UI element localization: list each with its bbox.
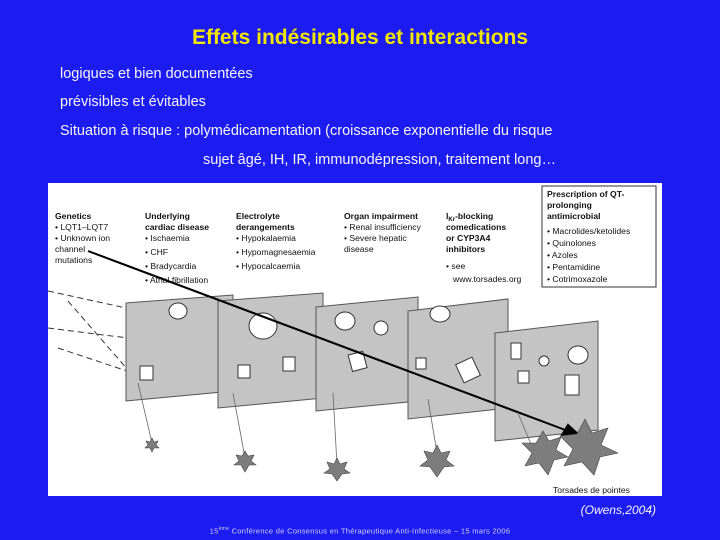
diagram-svg <box>48 183 662 496</box>
ikr-heading-1: $I_{Kr}$-blocking <box>446 211 494 223</box>
genetics-item-4: mutations <box>55 255 93 265</box>
electrolyte-item-2: • Hypomagnesaemia <box>236 247 316 257</box>
cardiac-item-2: • CHF <box>145 247 169 257</box>
qt-item-3: • Azoles <box>547 250 578 260</box>
ikr-heading-3: or CYP3A4 <box>446 233 491 243</box>
qt-item-4: • Pentamidine <box>547 262 601 272</box>
slide-title: Effets indésirables et interactions <box>191 26 529 49</box>
footer: 15ème Conférence de Consensus en Thérapeutique Anti-Infectieuse – 15 mars 2006 <box>209 526 511 536</box>
ikr-heading-4: inhibitors <box>446 244 486 254</box>
organ-item-2: • Severe hepatic <box>344 233 407 243</box>
electrolyte-heading-2: derangements <box>236 222 295 232</box>
cardiac-heading-1: Underlying <box>145 211 190 221</box>
bullet-line-1: logiques et bien documentées <box>60 66 253 82</box>
cardiac-item-3: • Bradycardia <box>145 261 197 271</box>
genetics-item-2: • Unknown ion <box>55 233 111 243</box>
qt-item-1: • Macrolides/ketolides <box>547 226 631 236</box>
genetics-item-3: channel <box>55 244 86 254</box>
ikr-heading-2: comedications <box>446 222 507 232</box>
qt-heading-1: Prescription of QT- <box>547 189 625 199</box>
qt-heading-3: antimicrobial <box>547 211 601 221</box>
organ-heading: Organ impairment <box>344 211 419 221</box>
qt-item-2: • Quinolones <box>547 238 596 248</box>
organ-item-3: disease <box>344 244 374 254</box>
ikr-item-1: • see <box>446 261 466 271</box>
citation: (Owens,2004) <box>580 503 656 517</box>
cardiac-item-1: • Ischaemia <box>145 233 190 243</box>
ikr-item-2: www.torsades.org <box>453 274 522 284</box>
torsades-risk-diagram <box>48 183 662 496</box>
organ-item-1: • Renal insufficiency <box>344 222 421 232</box>
outcome-label: Torsades de pointes <box>553 485 630 495</box>
bullet-line-2: prévisibles et évitables <box>60 94 206 110</box>
qt-item-5: • Cotrimoxazole <box>547 274 608 284</box>
bullet-line-3: Situation à risque : polymédicamentation (croissance exponentielle du risque <box>60 123 553 139</box>
electrolyte-item-3: • Hypocalcaemia <box>236 261 301 271</box>
genetics-heading: Genetics <box>55 211 92 221</box>
bullet-line-4: sujet âgé, IH, IR, immunodépression, traitement long… <box>203 152 556 168</box>
genetics-item-1: • LQT1–LQT7 <box>55 222 109 232</box>
electrolyte-item-1: • Hypokalaemia <box>236 233 296 243</box>
qt-heading-2: prolonging <box>547 200 592 210</box>
cardiac-item-4: • Atrial fibrillation <box>145 275 209 285</box>
cardiac-heading-2: cardiac disease <box>145 222 210 232</box>
electrolyte-heading-1: Electrolyte <box>236 211 280 221</box>
